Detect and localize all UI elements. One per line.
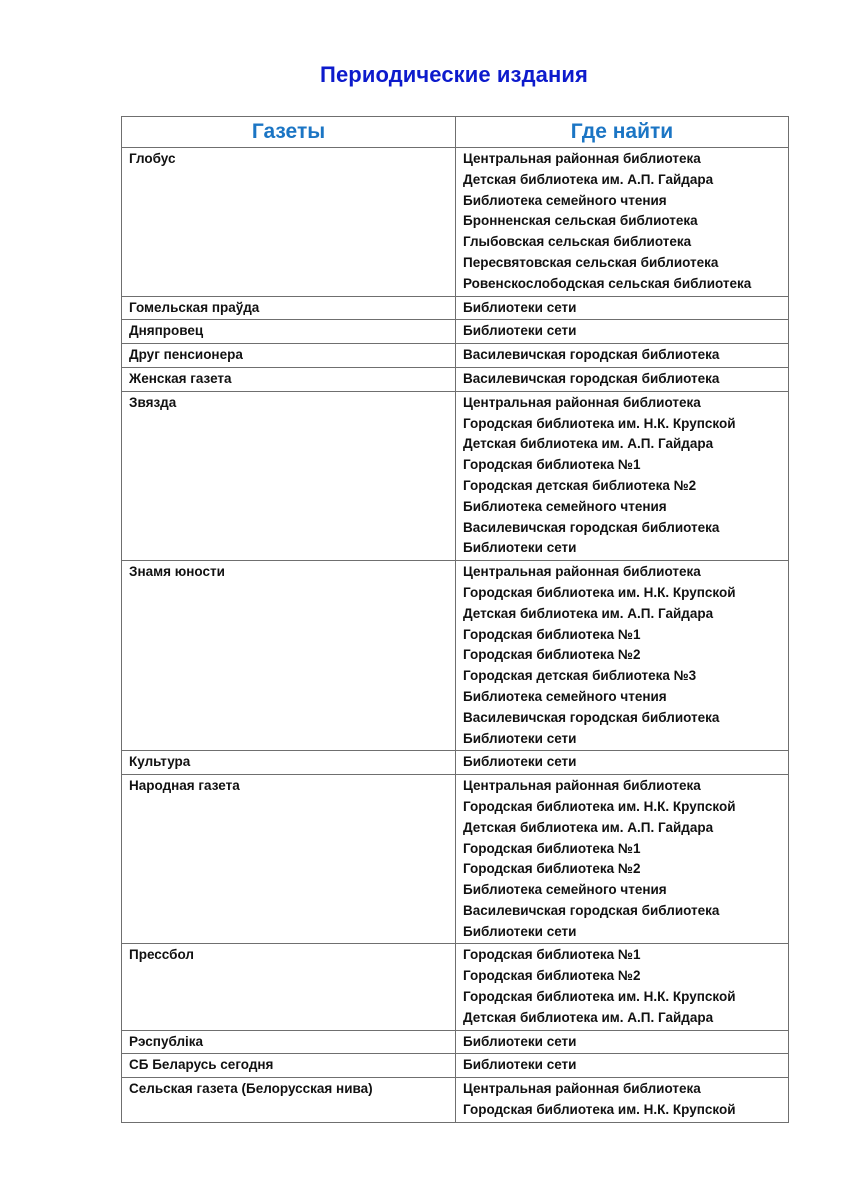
table-row	[122, 391, 789, 560]
newspaper-name: Глобус	[122, 148, 456, 297]
location-item: Городская библиотека №2	[463, 861, 641, 877]
newspaper-name: Друг пенсионера	[122, 344, 456, 368]
table-row	[122, 944, 789, 1030]
location-item: Городская библиотека им. Н.К. Крупской	[463, 415, 736, 431]
location-item: Городская детская библиотека №3	[463, 668, 697, 684]
location-item: Библиотеки сети	[463, 754, 577, 770]
location-item: Библиотека семейного чтения	[463, 192, 667, 208]
table-row	[122, 148, 789, 297]
newspaper-name: Культура	[122, 751, 456, 775]
location-item: Библиотеки сети	[463, 323, 577, 339]
location-item: Городская библиотека им. Н.К. Крупской	[463, 584, 736, 600]
location-item: Городская библиотека №1	[463, 840, 641, 856]
table-row	[122, 1054, 789, 1078]
location-item: Детская библиотека им. А.П. Гайдара	[463, 436, 714, 452]
location-list	[456, 367, 789, 391]
location-item: Центральная районная библиотека	[463, 1081, 701, 1097]
location-item: Городская библиотека №1	[463, 457, 641, 473]
location-item: Городская библиотека №1	[463, 947, 641, 963]
table-row	[122, 1078, 789, 1123]
newspaper-name: Дняпровец	[122, 320, 456, 344]
location-item: Библиотеки сети	[463, 923, 577, 939]
table-body	[122, 148, 789, 1123]
location-list	[456, 751, 789, 775]
location-item: Городская детская библиотека №2	[463, 477, 697, 493]
location-list	[456, 775, 789, 944]
location-item: Бронненская сельская библиотека	[463, 213, 698, 229]
location-item: Библиотека семейного чтения	[463, 688, 667, 704]
location-list	[456, 148, 789, 297]
table-row	[122, 296, 789, 320]
table-header-row	[122, 117, 789, 148]
location-item: Детская библиотека им. А.П. Гайдара	[463, 1009, 714, 1025]
location-item: Центральная районная библиотека	[463, 394, 701, 410]
location-list	[456, 561, 789, 751]
newspaper-name: Женская газета	[122, 367, 456, 391]
table-row	[122, 344, 789, 368]
location-item: Библиотеки сети	[463, 1057, 577, 1073]
newspaper-name: Звязда	[122, 391, 456, 560]
page-title: Периодические издания	[320, 62, 588, 87]
column-header-where-to-find: Где найти	[456, 117, 789, 148]
location-list	[456, 320, 789, 344]
newspaper-name: Народная газета	[122, 775, 456, 944]
newspaper-name: СБ Беларусь сегодня	[122, 1054, 456, 1078]
location-item: Библиотеки сети	[463, 540, 577, 556]
location-item: Библиотеки сети	[463, 730, 577, 746]
location-list	[456, 344, 789, 368]
newspaper-name: Сельская газета (Белорусская нива)	[122, 1078, 456, 1123]
location-item: Городская библиотека им. Н.К. Крупской	[463, 989, 736, 1005]
newspaper-name: Гомельская праўда	[122, 296, 456, 320]
location-item: Детская библиотека им. А.П. Гайдара	[463, 819, 714, 835]
location-item: Центральная районная библиотека	[463, 151, 701, 166]
location-item: Библиотеки сети	[463, 1033, 577, 1049]
table-row	[122, 1030, 789, 1054]
column-header-newspapers: Газеты	[122, 117, 456, 148]
location-item: Пересвятовская сельская библиотека	[463, 254, 719, 270]
newspaper-name: Знамя юности	[122, 561, 456, 751]
location-item: Библиотека семейного чтения	[463, 498, 667, 514]
table-row	[122, 561, 789, 751]
location-list	[456, 944, 789, 1030]
location-list	[456, 1078, 789, 1123]
table-row	[122, 320, 789, 344]
location-list	[456, 391, 789, 560]
location-item: Библиотека семейного чтения	[463, 882, 667, 898]
location-item: Василевичская городская библиотека	[463, 519, 720, 535]
location-item: Детская библиотека им. А.П. Гайдара	[463, 605, 714, 621]
newspaper-name: Прессбол	[122, 944, 456, 1030]
location-list	[456, 1054, 789, 1078]
location-item: Городская библиотека №1	[463, 626, 641, 642]
periodicals-table	[121, 116, 789, 1123]
location-item: Центральная районная библиотека	[463, 564, 701, 580]
location-item: Городская библиотека им. Н.К. Крупской	[463, 1102, 736, 1118]
location-item: Василевичская городская библиотека	[463, 902, 720, 918]
location-item: Ровенскослободская сельская библиотека	[463, 275, 752, 291]
location-list	[456, 1030, 789, 1054]
location-item: Детская библиотека им. А.П. Гайдара	[463, 171, 714, 187]
location-item: Василевичская городская библиотека	[463, 370, 720, 386]
location-item: Городская библиотека №2	[463, 968, 641, 984]
location-item: Городская библиотека им. Н.К. Крупской	[463, 798, 736, 814]
location-list	[456, 296, 789, 320]
table-row	[122, 775, 789, 944]
location-item: Центральная районная библиотека	[463, 778, 701, 794]
location-item: Библиотеки сети	[463, 299, 577, 315]
location-item: Глыбовская сельская библиотека	[463, 234, 692, 250]
newspaper-name: Рэспубліка	[122, 1030, 456, 1054]
location-item: Василевичская городская библиотека	[463, 709, 720, 725]
table-row	[122, 751, 789, 775]
table-row	[122, 367, 789, 391]
location-item: Василевичская городская библиотека	[463, 347, 720, 363]
location-item: Городская библиотека №2	[463, 647, 641, 663]
